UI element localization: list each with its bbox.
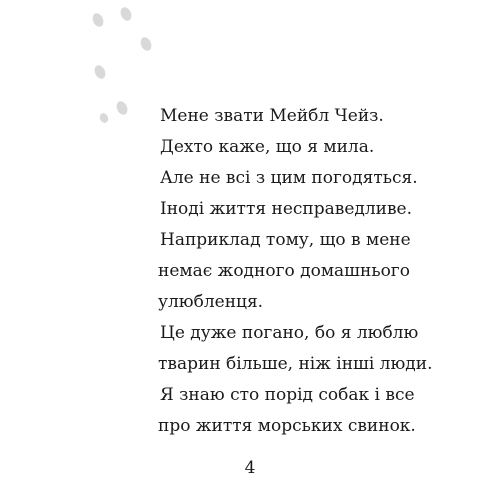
text-line: Іноді життя несправедливе. [160, 199, 413, 219]
decorative-dot [119, 6, 134, 23]
text-line: улюбленця. [158, 292, 264, 312]
page-number: 4 [244, 458, 256, 478]
decorative-dot [91, 12, 106, 29]
decorative-dot [98, 112, 109, 124]
decorative-dot [115, 100, 130, 117]
text-line: про життя морських свинок. [158, 416, 416, 436]
text-line: тварин більше, ніж інші люди. [158, 354, 433, 374]
text-line: немає жодного домашнього [158, 261, 410, 281]
decorative-dot [139, 36, 154, 53]
decorative-dot [93, 64, 108, 81]
text-line: Це дуже погано, бо я люблю [160, 323, 419, 343]
text-line: Наприклад тому, що в мене [160, 230, 411, 250]
text-line: Я знаю сто порід собак і все [160, 385, 415, 405]
text-line: Мене звати Мейбл Чейз. [160, 106, 384, 126]
text-line: Дехто каже, що я мила. [160, 137, 375, 157]
text-line: Але не всі з цим погодяться. [160, 168, 418, 188]
